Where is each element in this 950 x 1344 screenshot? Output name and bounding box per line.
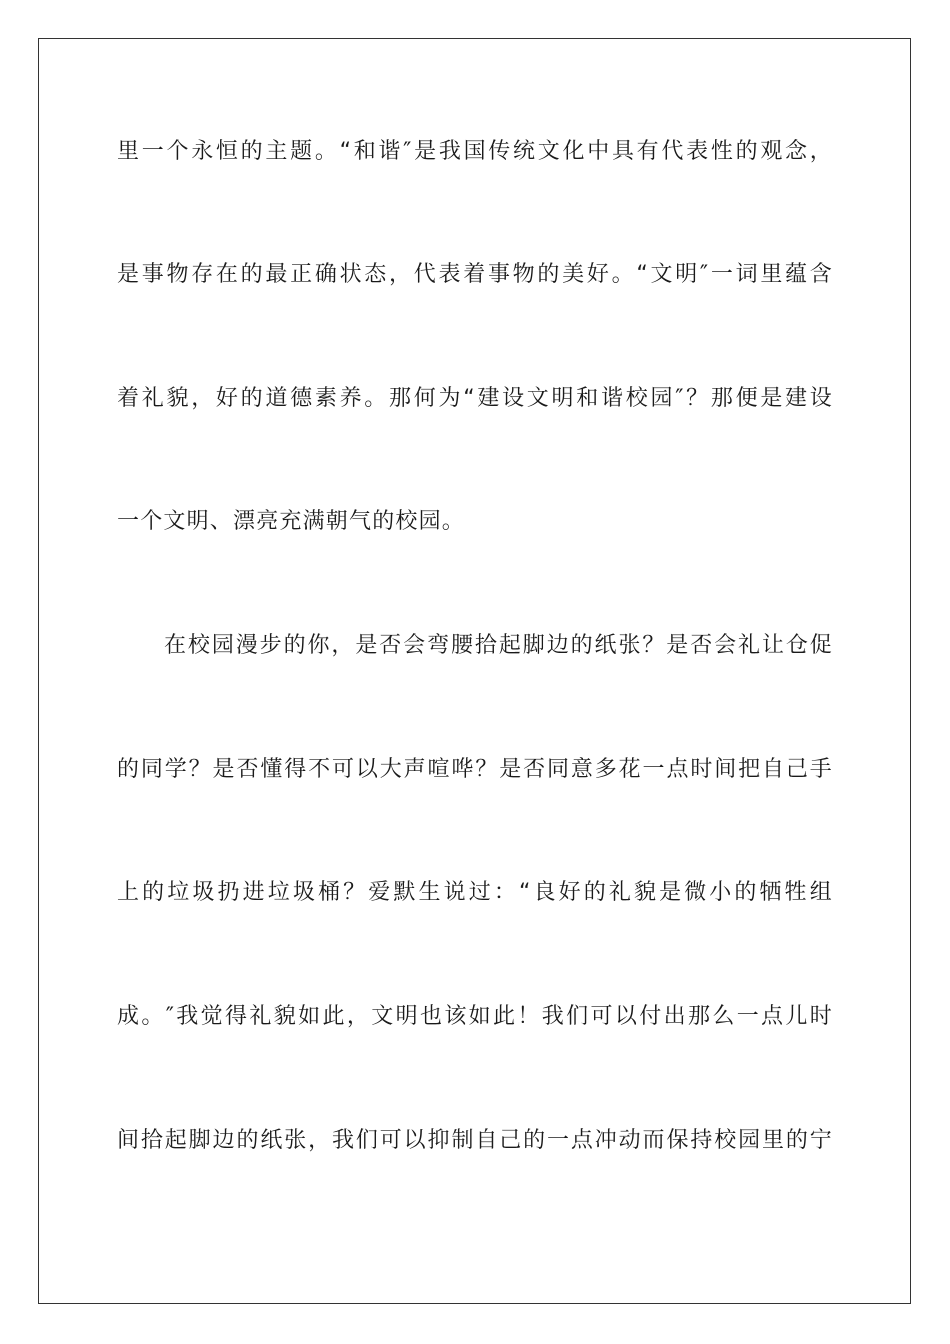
text-line-1: 里一个永恒的主题。“和谐″是我国传统文化中具有代表性的观念， [117,139,833,164]
text-line-8: 成。″我觉得礼貌如此，文明也该如此！我们可以付出那么一点儿时 [117,1004,833,1029]
text-line-7: 上的垃圾扔进垃圾桶？爱默生说过：“良好的礼貌是微小的牺牲组 [117,880,833,905]
text-line-9: 间拾起脚边的纸张，我们可以抑制自己的一点冲动而保持校园里的宁 [117,1128,833,1153]
text-line-4: 一个文明、漂亮充满朝气的校园。 [117,509,466,534]
page-border [38,38,911,1304]
text-line-6: 的同学？是否懂得不可以大声喧哗？是否同意多花一点时间把自己手 [117,757,833,782]
text-line-2: 是事物存在的最正确状态，代表着事物的美好。“文明″一词里蕴含 [117,262,833,287]
text-line-5: 在校园漫步的你，是否会弯腰拾起脚边的纸张？是否会礼让仓促 [164,633,833,658]
text-line-3: 着礼貌，好的道德素养。那何为“建设文明和谐校园″？那便是建设 [117,386,833,411]
